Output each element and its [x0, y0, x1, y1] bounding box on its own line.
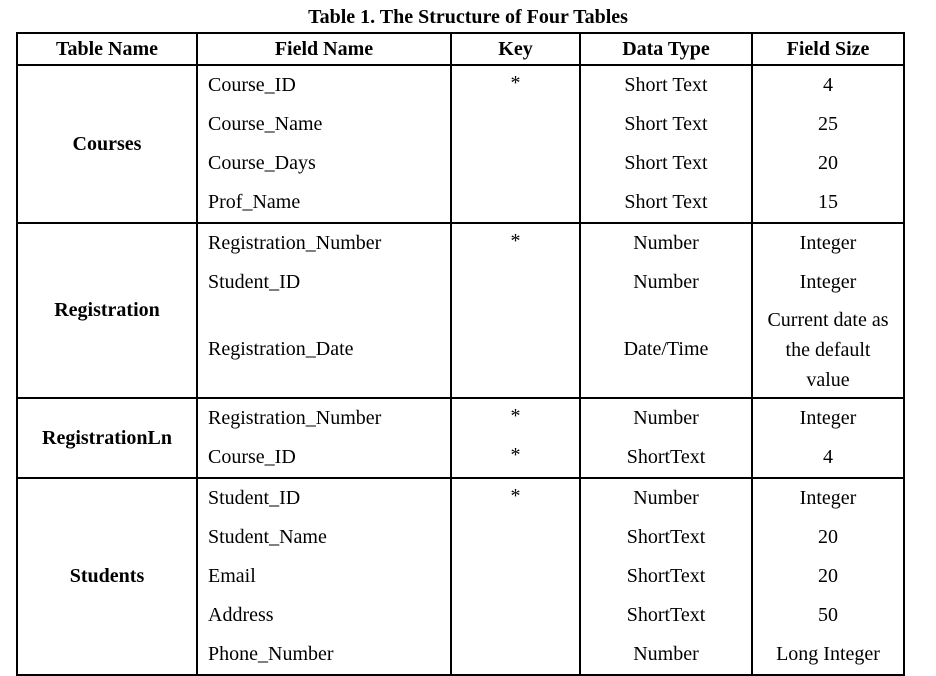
- field-name: Course_Days: [197, 144, 451, 183]
- field-name: Address: [197, 596, 451, 635]
- field-size: [752, 302, 904, 398]
- data-type: ShortText: [580, 557, 752, 596]
- field-size-line: value: [806, 368, 850, 391]
- key-marker: [451, 105, 580, 144]
- field-name: Registration_Date: [197, 302, 451, 398]
- field-size: Integer: [752, 398, 904, 438]
- field-size: 15: [752, 183, 904, 223]
- data-type: Short Text: [580, 183, 752, 223]
- field-name: Student_ID: [197, 263, 451, 302]
- table-row: [17, 223, 904, 263]
- data-type: Number: [580, 478, 752, 518]
- key-marker: *: [451, 398, 580, 438]
- key-marker: [451, 635, 580, 675]
- group-name-registration: Registration: [17, 223, 197, 398]
- key-marker: *: [451, 438, 580, 478]
- structure-table: [16, 32, 905, 676]
- data-type: Number: [580, 223, 752, 263]
- group-name-students: Students: [17, 478, 197, 675]
- header-key: Key: [451, 33, 580, 65]
- header-field-name: Field Name: [197, 33, 451, 65]
- field-size: Integer: [752, 223, 904, 263]
- field-size-line: Current date as: [767, 308, 889, 331]
- group-name-courses: Courses: [17, 65, 197, 223]
- group-name-registrationln: RegistrationLn: [17, 398, 197, 478]
- key-marker: [451, 518, 580, 557]
- data-type: Number: [580, 398, 752, 438]
- data-type: Date/Time: [580, 302, 752, 398]
- field-size: Integer: [752, 478, 904, 518]
- data-type: ShortText: [580, 518, 752, 557]
- key-marker: *: [451, 223, 580, 263]
- field-name: Student_ID: [197, 478, 451, 518]
- field-name: Email: [197, 557, 451, 596]
- key-marker: [451, 557, 580, 596]
- table-row: [17, 398, 904, 438]
- field-size: Long Integer: [752, 635, 904, 675]
- data-type: Number: [580, 263, 752, 302]
- field-size: 4: [752, 65, 904, 105]
- data-type: Short Text: [580, 65, 752, 105]
- header-table-name: Table Name: [17, 33, 197, 65]
- header-field-size: Field Size: [752, 33, 904, 65]
- field-name: Course_ID: [197, 438, 451, 478]
- data-type: ShortText: [580, 438, 752, 478]
- field-size: 20: [752, 144, 904, 183]
- key-marker: [451, 144, 580, 183]
- key-marker: [451, 596, 580, 635]
- field-name: Registration_Number: [197, 398, 451, 438]
- key-marker: [451, 302, 580, 398]
- key-marker: *: [451, 65, 580, 105]
- field-size: 25: [752, 105, 904, 144]
- data-type: Number: [580, 635, 752, 675]
- data-type: Short Text: [580, 105, 752, 144]
- field-name: Course_Name: [197, 105, 451, 144]
- field-name: Prof_Name: [197, 183, 451, 223]
- field-size: 50: [752, 596, 904, 635]
- field-size: 20: [752, 557, 904, 596]
- field-name: Course_ID: [197, 65, 451, 105]
- field-name: Phone_Number: [197, 635, 451, 675]
- header-data-type: Data Type: [580, 33, 752, 65]
- table-row: [17, 478, 904, 518]
- table-caption: Table 1. The Structure of Four Tables: [308, 6, 628, 28]
- field-name: Registration_Number: [197, 223, 451, 263]
- table-row: [17, 65, 904, 105]
- header-row: [17, 33, 904, 65]
- field-name: Student_Name: [197, 518, 451, 557]
- key-marker: *: [451, 478, 580, 518]
- key-marker: [451, 183, 580, 223]
- key-marker: [451, 263, 580, 302]
- field-size: Integer: [752, 263, 904, 302]
- data-type: Short Text: [580, 144, 752, 183]
- field-size: 20: [752, 518, 904, 557]
- field-size-line: the default: [785, 338, 871, 361]
- field-size: 4: [752, 438, 904, 478]
- data-type: ShortText: [580, 596, 752, 635]
